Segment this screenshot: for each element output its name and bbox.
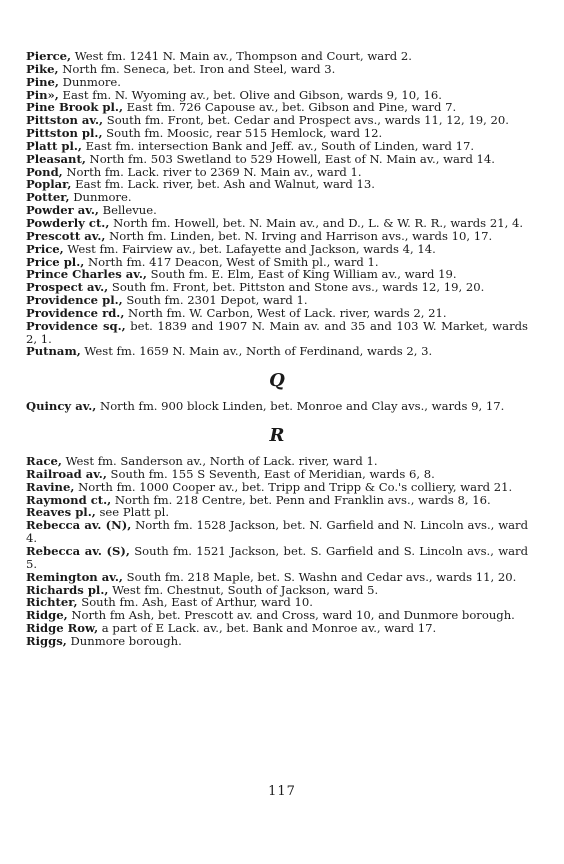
street-name: Ravine,: [26, 479, 75, 494]
street-description: North fm. 218 Centre, bet. Penn and Franklin avs., wards 8, 16.: [111, 492, 491, 507]
street-name: Rebecca av. (N),: [26, 518, 132, 533]
street-description: South fm. Front, bet. Cedar and Prospect avs., wards 11, 12, 19, 20.: [103, 113, 509, 128]
street-name: Pittston pl.,: [26, 126, 103, 141]
street-name: Pine Brook pl.,: [26, 100, 123, 115]
street-name: Pike,: [26, 61, 59, 76]
street-description: North fm. Lack. river to 2369 N. Main av., ward 1.: [62, 164, 362, 179]
street-description: South fm. Front, bet. Pittston and Stone avs., wards 12, 19, 20.: [108, 280, 485, 295]
street-name: Richter,: [26, 595, 78, 610]
street-name: Riggs,: [26, 633, 67, 648]
street-description: East fm. 726 Capouse av., bet. Gibson and Pine, ward 7.: [123, 100, 457, 115]
street-description: Dunmore borough.: [66, 633, 182, 648]
street-name: Poplar,: [26, 177, 72, 192]
street-name: Quincy av.,: [26, 399, 97, 414]
street-description: South fm. 2301 Depot, ward 1.: [122, 293, 308, 308]
street-directory: [26, 50, 528, 648]
street-name: Pierce,: [26, 49, 72, 63]
street-name: Platt pl.,: [26, 138, 82, 153]
street-name: Providence rd.,: [26, 305, 125, 320]
street-name: Providence pl.,: [26, 293, 123, 308]
street-description: Dunmore.: [58, 74, 121, 89]
directory-entry: [26, 519, 528, 545]
street-description: South fm. Moosic, rear 515 Hemlock, ward 12.: [102, 126, 383, 141]
street-name: Race,: [26, 454, 62, 469]
street-name: Prescott av.,: [26, 228, 106, 243]
street-description: see Platt pl.: [95, 505, 170, 520]
street-name: Pond,: [26, 164, 63, 179]
street-name: Ridge,: [26, 608, 68, 623]
street-description: North fm. 417 Deacon, West of Smith pl., ward 1.: [84, 254, 379, 269]
street-description: North fm. Seneca, bet. Iron and Steel, ward 3.: [58, 61, 336, 76]
street-name: Pittston av.,: [26, 113, 104, 128]
street-description: Bellevue.: [98, 203, 157, 218]
street-description: East fm. N. Wyoming av., bet. Olive and Gibson, wards 9, 10, 16.: [58, 87, 442, 102]
street-name: Pin»,: [26, 87, 59, 102]
street-name: Rebecca av. (S),: [26, 544, 130, 558]
street-description: South fm. E. Elm, East of King William av., ward 19.: [146, 267, 457, 282]
street-description: West fm. 1241 N. Main av., Thompson and Court, ward 2.: [71, 49, 412, 63]
street-name: Putnam,: [26, 344, 81, 359]
street-name: Pleasant,: [26, 151, 86, 166]
street-name: Pine,: [26, 74, 59, 89]
street-description: North fm. Howell, bet. N. Main av., and D., L. & W. R. R., wards 21, 4.: [109, 215, 524, 230]
street-name: Potter,: [26, 190, 70, 205]
street-description: South fm. 155 S Seventh, East of Meridian, wards 6, 8.: [106, 466, 435, 481]
section-letter-heading: Q: [269, 370, 285, 392]
street-description: West fm. Chestnut, South of Jackson, ward 5.: [108, 582, 379, 597]
street-name: Ridge Row,: [26, 621, 99, 636]
street-description: South fm. Ash, East of Arthur, ward 10.: [77, 595, 313, 610]
street-description: South fm. 218 Maple, bet. S. Washn and Cedar avs., wards 11, 20.: [122, 569, 517, 584]
directory-entry: [26, 635, 528, 648]
street-name: Providence sq.,: [26, 318, 126, 333]
street-description: East fm. intersection Bank and Jeff. av., South of Linden, ward 17.: [81, 138, 475, 153]
street-description: Dunmore.: [69, 190, 132, 205]
directory-entry: [26, 345, 528, 358]
street-description: bet. 1839 and 1907 N. Main av. and 35 and 103 W. Market, wards 2, 1.: [26, 318, 528, 346]
street-description: North fm. W. Carbon, West of Lack. river, wards 2, 21.: [124, 305, 447, 320]
street-description: West fm. 1659 N. Main av., North of Ferdinand, wards 2, 3.: [80, 344, 433, 359]
street-description: North fm. 1000 Cooper av., bet. Tripp and Tripp & Co.'s colliery, ward 21.: [74, 479, 513, 494]
street-description: West fm. Sanderson av., North of Lack. river, ward 1.: [61, 454, 378, 469]
street-name: Price pl.,: [26, 254, 85, 269]
page-number: 117: [268, 784, 296, 799]
street-description: South fm. 1521 Jackson, bet. S. Garfield and S. Lincoln avs., ward 5.: [26, 544, 528, 571]
street-description: North fm. 1528 Jackson, bet. N. Garfield and N. Lincoln avs., ward 4.: [26, 518, 528, 546]
street-description: North fm Ash, bet. Prescott av. and Cross, ward 10, and Dunmore borough.: [67, 608, 515, 623]
street-description: West fm. Fairview av., bet. Lafayette and Jackson, wards 4, 14.: [63, 241, 436, 256]
street-name: Powder av.,: [26, 203, 99, 218]
directory-entry: [26, 400, 528, 413]
section-letter-heading: R: [269, 425, 285, 447]
street-name: Remington av.,: [26, 569, 123, 584]
street-name: Prince Charles av.,: [26, 267, 147, 282]
street-description: North fm. Linden, bet. N. Irving and Harrison avs., wards 10, 17.: [105, 228, 493, 243]
street-description: a part of E Lack. av., bet. Bank and Monroe av., ward 17.: [98, 621, 437, 636]
street-description: North fm. 503 Swetland to 529 Howell, East of N. Main av., ward 14.: [85, 151, 495, 166]
street-name: Reaves pl.,: [26, 505, 96, 520]
street-name: Raymond ct.,: [26, 492, 112, 507]
directory-entry: [26, 545, 528, 571]
street-description: North fm. 900 block Linden, bet. Monroe and Clay avs., wards 9, 17.: [96, 399, 505, 414]
street-name: Railroad av.,: [26, 466, 107, 481]
directory-entry: [26, 320, 528, 346]
street-description: East fm. Lack. river, bet. Ash and Walnut, ward 13.: [71, 177, 375, 192]
street-name: Richards pl.,: [26, 582, 109, 597]
street-name: Price,: [26, 241, 64, 256]
street-name: Prospect av.,: [26, 280, 109, 295]
street-name: Powderly ct.,: [26, 215, 110, 230]
